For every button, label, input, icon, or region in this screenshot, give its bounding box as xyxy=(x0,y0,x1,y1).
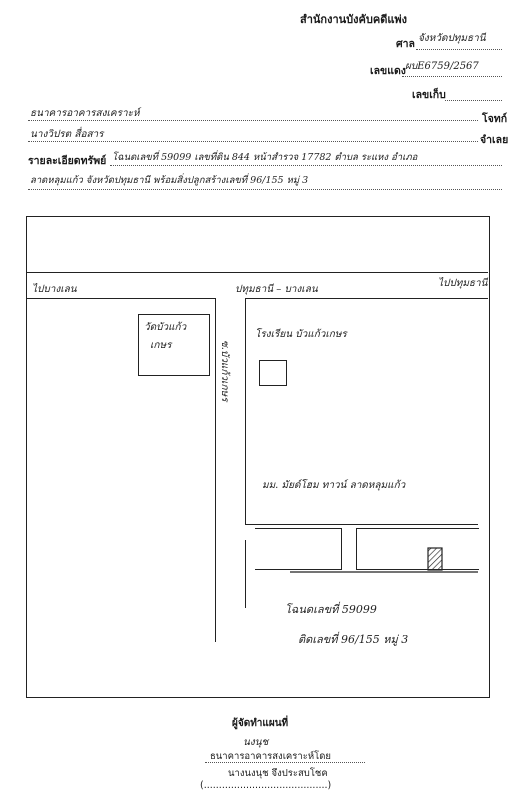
org-rule xyxy=(205,762,365,763)
target-plot xyxy=(428,548,442,570)
deed-label: โฉนดเลขที่ 59099 xyxy=(285,603,377,616)
road-label-main: ปทุมธานี – บางเลน xyxy=(235,284,318,295)
plaintiff-value: ธนาคารอาคารสงเคราะห์ xyxy=(30,108,140,119)
property-line2: ลาดหลุมแก้ว จังหวัดปทุมธานี พร้อมสิ่งปลูกสร้างเลขที่ 96/155 หมู่ 3 xyxy=(30,175,309,186)
name-bracket: (.........................................) xyxy=(200,780,332,791)
house-label: ติดเลขที่ 96/155 หมู่ 3 xyxy=(298,633,409,646)
map-maker-label: ผู้จัดทำแผนที่ xyxy=(232,718,289,729)
receipt-label: เลขเก็บ xyxy=(412,89,446,101)
school-label: โรงเรียน บัวแก้วเกษร xyxy=(255,329,347,340)
temple-label: วัดบัวแก้ว xyxy=(144,322,187,333)
case-no-label: เลขแดง xyxy=(370,65,406,77)
defendant-value: นางวิปรต สื่อสาร xyxy=(30,129,104,140)
office-title: สำนักงานบังคับคดีแพ่ง xyxy=(300,13,408,26)
court-value: จังหวัดปทุมธานี xyxy=(418,33,486,44)
court-label: ศาล xyxy=(396,38,415,50)
org-line: ธนาคารอาคารสงเคราะห์โดย xyxy=(210,751,331,762)
road-label-right: ไปปทุมธานี xyxy=(438,278,488,289)
defendant-label: จำเลย xyxy=(480,134,509,146)
temple-label-line2: เกษร xyxy=(150,340,172,351)
signature: นงนุช xyxy=(243,737,269,748)
property-label: รายละเอียดทรัพย์ xyxy=(28,155,107,167)
case-no-value: ผบE6759/2567 xyxy=(405,61,479,72)
property-line1: โฉนดเลขที่ 59099 เลขที่ดิน 844 หน้าสำรวจ 17782 ตำบล ระแหง อำเภอ xyxy=(112,152,418,163)
soi-label: ซ.บัวแก้วเกษร xyxy=(219,340,230,402)
plaintiff-label: โจทก์ xyxy=(482,113,508,125)
maker-name: นางนงนุช จึงประสบโชค xyxy=(228,768,328,779)
road-label-left: ไปบางเลน xyxy=(32,284,77,295)
village-label: มม. มัยด์โฮม ทาวน์ ลาดหลุมแก้ว xyxy=(262,480,406,491)
